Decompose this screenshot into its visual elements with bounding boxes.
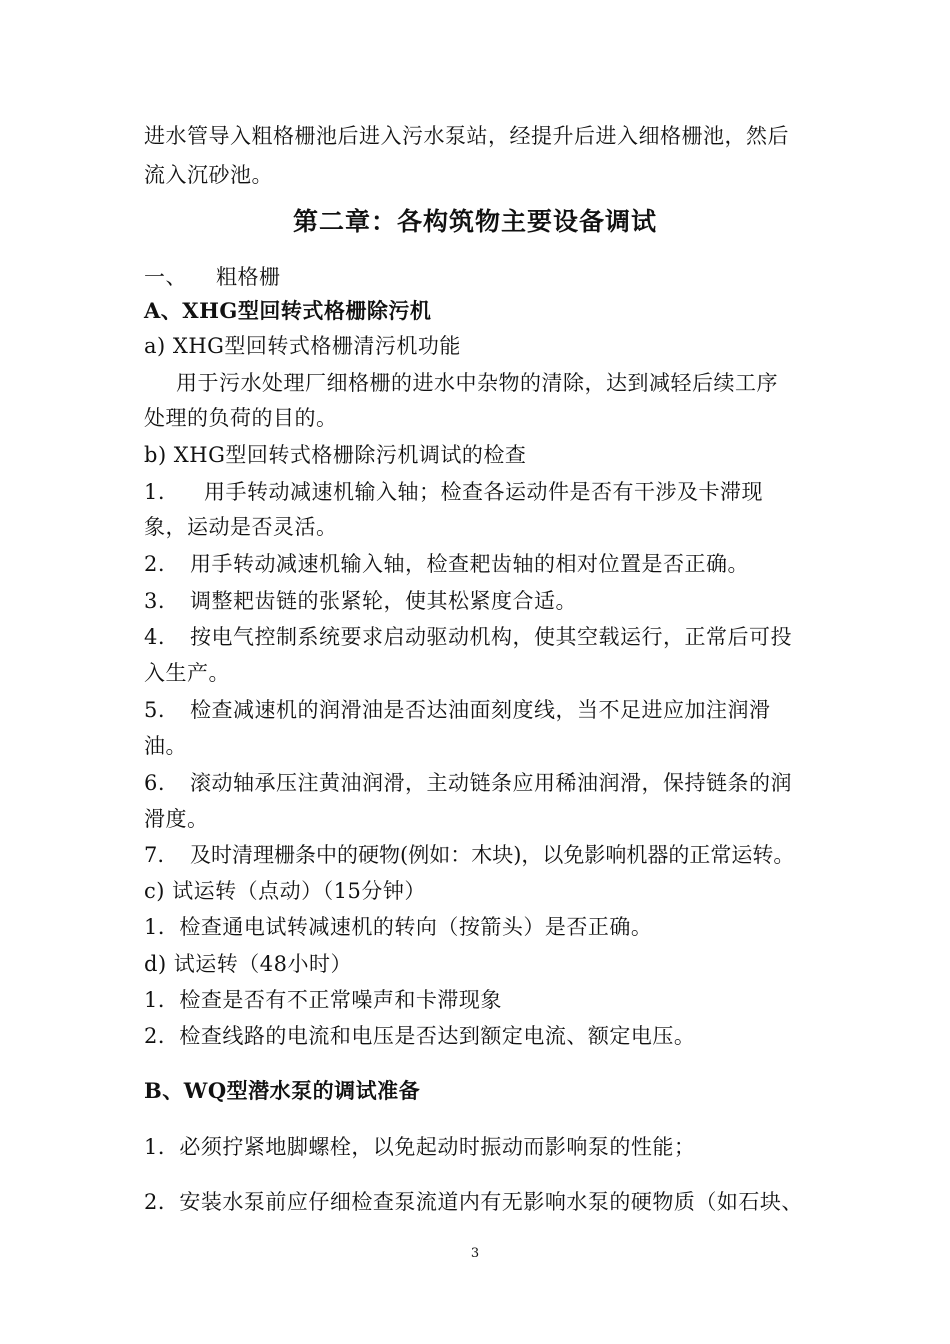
chapter-title: 第二章：各构筑物主要设备调试	[292, 207, 657, 236]
step-number: 1.	[144, 480, 166, 504]
step-4: 4. 按电气控制系统要求启动驱动机构，使其空载运行，正常后可投	[144, 622, 792, 652]
step-2: 2. 用手转动减速机输入轴，检查耙齿轴的相对位置是否正确。	[144, 549, 749, 579]
item-d-label: d) 试运转（48小时）	[144, 952, 353, 976]
item-a-label: a) XHG型回转式格栅清污机功能	[144, 334, 461, 358]
step-number: 5.	[144, 698, 166, 722]
pump-step-1: 1．必须拧紧地脚螺栓，以免起动时振动而影响泵的性能；	[144, 1135, 696, 1159]
step-number: 3.	[144, 589, 166, 613]
section-number: 一、	[144, 265, 187, 289]
step-number: 6.	[144, 771, 166, 795]
step-number: 2.	[144, 552, 166, 576]
step-number: 4.	[144, 625, 166, 649]
item-a-para-line-1: 用于污水处理厂细格栅的进水中杂物的清除，达到减轻后续工序	[176, 371, 778, 395]
heading-a: A、XHG型回转式格栅除污机	[144, 298, 432, 323]
intro-line-2: 流入沉砂池。	[144, 163, 273, 187]
step-6: 6. 滚动轴承压注黄油润滑，主动链条应用稀油润滑，保持链条的润	[144, 768, 792, 798]
step-1-cont: 象，运动是否灵活。	[144, 515, 338, 539]
step-3: 3. 调整耙齿链的张紧轮，使其松紧度合适。	[144, 586, 577, 616]
step-5: 5. 检查减速机的润滑油是否达油面刻度线，当不足进应加注润滑	[144, 695, 771, 725]
item-a-para-line-2: 处理的负荷的目的。	[144, 406, 338, 430]
step-5-cont: 油。	[144, 734, 187, 758]
step-1: 1. 用手转动减速机输入轴；检查各运动件是否有干涉及卡滞现	[144, 477, 763, 507]
section-heading	[144, 262, 281, 292]
section-title: 粗格栅	[216, 265, 281, 289]
step-7: 7. 及时清理栅条中的硬物(例如：木块)，以免影响机器的正常运转。	[144, 840, 794, 870]
heading-b: B、WQ型潜水泵的调试准备	[144, 1078, 421, 1103]
item-c-label: c) 试运转（点动）（15分钟）	[144, 879, 426, 903]
item-b-label: b) XHG型回转式格栅除污机调试的检查	[144, 443, 527, 467]
item-c-step-1: 1．检查通电试转减速机的转向（按箭头）是否正确。	[144, 915, 653, 939]
pump-step-2: 2．安装水泵前应仔细检查泵流道内有无影响水泵的硬物质（如石块、	[144, 1190, 803, 1214]
item-d-step-2: 2．检查线路的电流和电压是否达到额定电流、额定电压。	[144, 1024, 696, 1048]
step-number: 7.	[144, 843, 165, 867]
item-d-step-1: 1．检查是否有不正常噪声和卡滞现象	[144, 988, 502, 1012]
intro-line-1: 进水管导入粗格栅池后进入污水泵站，经提升后进入细格栅池，然后	[144, 124, 789, 148]
step-4-cont: 入生产。	[144, 661, 230, 685]
page-number: 3	[470, 1246, 480, 1261]
step-6-cont: 滑度。	[144, 807, 209, 831]
